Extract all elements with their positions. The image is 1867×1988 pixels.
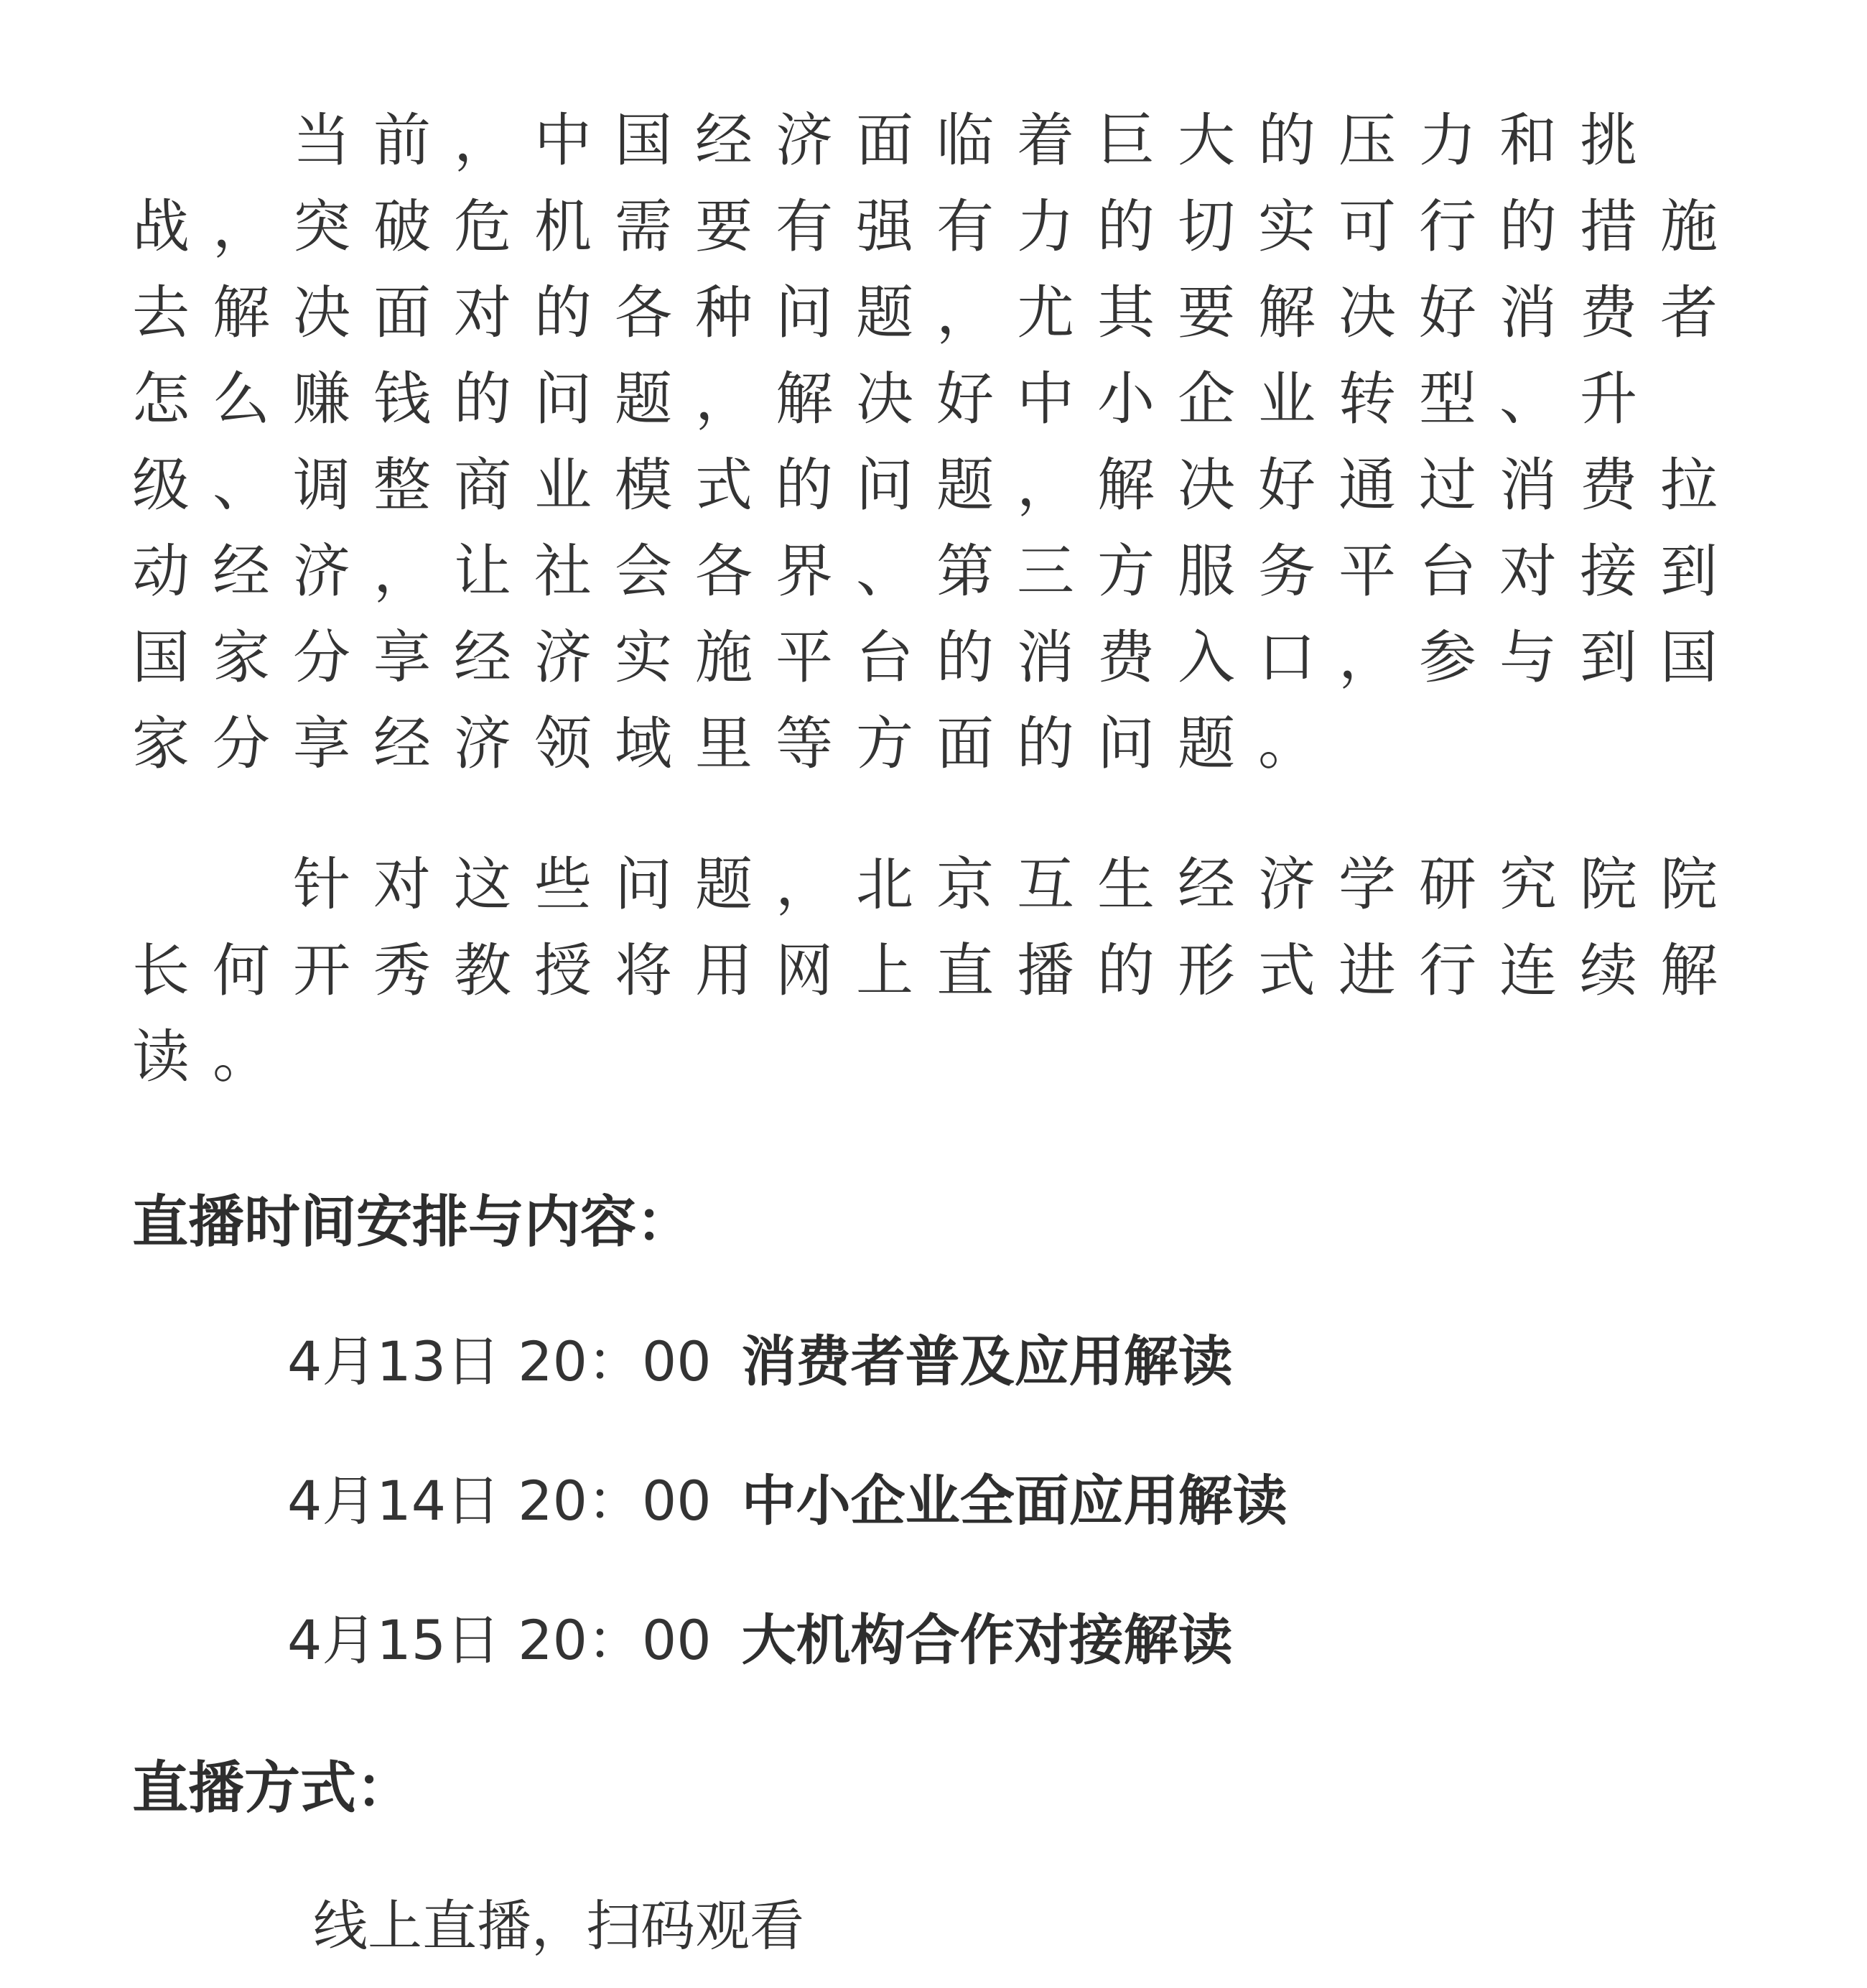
schedule-time: 4月15日 20：00 [287, 1608, 712, 1672]
intro-paragraph-2 [132, 842, 1784, 1100]
schedule-time: 4月13日 20：00 [287, 1329, 712, 1393]
intro-paragraph-1-text: 当前，中国经济面临着巨大的压力和挑战，突破危机需要有强有力的切实可行的措施去解决面对的各种问题，尤其要解决好消费者怎么赚钱的问题，解决好中小企业转型、升级、调整商业模式的问题，解决好通过消费拉动经济，让社会各界、第三方服务平台对接到国家分享经济实施平台的消费入口，参与到国家分享经济领域里等方面的问题。 [132, 107, 1741, 777]
schedule-item [287, 1326, 1233, 1398]
method-heading: 直播方式： [132, 1756, 413, 1821]
schedule-item [287, 1604, 1233, 1676]
schedule-topic: 大机构合作对接解读 [741, 1608, 1233, 1672]
schedule-item [287, 1465, 1288, 1537]
schedule-heading: 直播时间安排与内容： [132, 1190, 693, 1255]
schedule-topic: 消费者普及应用解读 [741, 1329, 1233, 1393]
intro-paragraph-2-text: 针对这些问题，北京互生经济学研究院院长何开秀教授将用网上直播的形式进行连续解读。 [132, 851, 1741, 1090]
schedule-topic: 中小企业全面应用解读 [741, 1469, 1288, 1533]
method-text: 线上直播，扫码观看 [313, 1894, 804, 1958]
intro-paragraph-1 [132, 98, 1784, 787]
schedule-time: 4月14日 20：00 [287, 1469, 712, 1533]
